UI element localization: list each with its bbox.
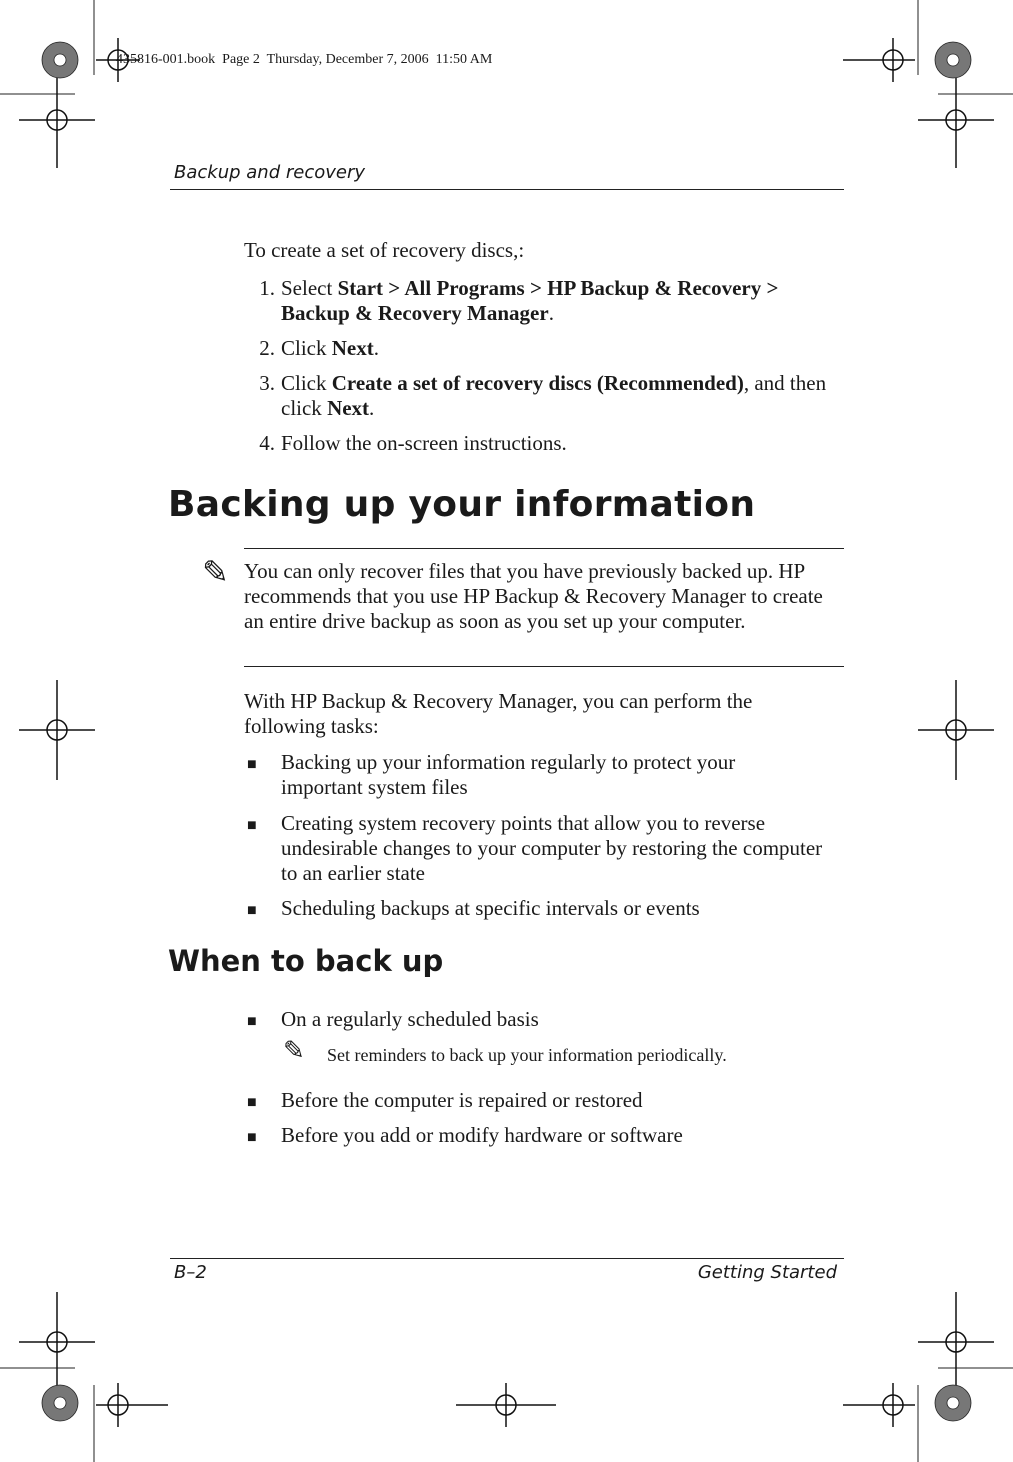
- bullet-icon: ■: [247, 817, 257, 834]
- list-item: Before you add or modify hardware or software: [281, 1123, 683, 1147]
- step-text: Select Start > All Programs > HP Backup & Recovery > Backup & Recovery Manager.: [281, 276, 779, 325]
- header-rule: [170, 189, 844, 190]
- subsection-heading: When to back up: [168, 944, 444, 978]
- page-number: B–2: [174, 1262, 207, 1283]
- book-title: Getting Started: [697, 1262, 837, 1283]
- list-item: On a regularly scheduled basis: [281, 1007, 539, 1031]
- note-top-rule: [244, 548, 844, 549]
- step-number: 4.: [259, 431, 275, 455]
- footer-rule: [170, 1258, 844, 1259]
- print-slug: 435816-001.book Page 2 Thursday, December 7, 2006 11:50 AM: [116, 52, 493, 67]
- bullet-icon: ■: [247, 756, 257, 773]
- step-text: Follow the on-screen instructions.: [281, 431, 567, 455]
- pencil-note-icon: ✎: [202, 554, 229, 590]
- step-text: Click Create a set of recovery discs (Recommended), and then click Next.: [281, 371, 827, 420]
- step-number: 1.: [259, 276, 275, 300]
- bullet-icon: ■: [247, 1129, 257, 1146]
- note-text: Set reminders to back up your information periodically.: [327, 1045, 727, 1065]
- intro-text: To create a set of recovery discs,:: [244, 238, 525, 262]
- list-item: Scheduling backups at specific intervals or events: [281, 896, 700, 920]
- bullet-icon: ■: [247, 902, 257, 919]
- bullet-icon: ■: [247, 1013, 257, 1030]
- list-item: Backing up your information regularly to protect your important system files: [281, 750, 736, 799]
- note-text: You can only recover files that you have previously backed up. HP recommends that you use HP Backup & Recovery Manager to create an entire drive backup as soon as you set up your computer.: [244, 559, 823, 633]
- pencil-note-icon: ✎: [283, 1036, 305, 1065]
- bullet-icon: ■: [247, 1094, 257, 1111]
- note-bottom-rule: [244, 666, 844, 667]
- tasks-intro: With HP Backup & Recovery Manager, you can perform the following tasks:: [244, 689, 753, 738]
- list-item: Creating system recovery points that allow you to reverse undesirable changes to your computer by restoring the computer to an earlier state: [281, 811, 823, 885]
- step-number: 2.: [259, 336, 275, 360]
- step-text: Click Next.: [281, 336, 379, 360]
- running-head: Backup and recovery: [174, 162, 366, 183]
- list-item: Before the computer is repaired or restored: [281, 1088, 643, 1112]
- section-heading: Backing up your information: [168, 484, 756, 525]
- step-number: 3.: [259, 371, 275, 395]
